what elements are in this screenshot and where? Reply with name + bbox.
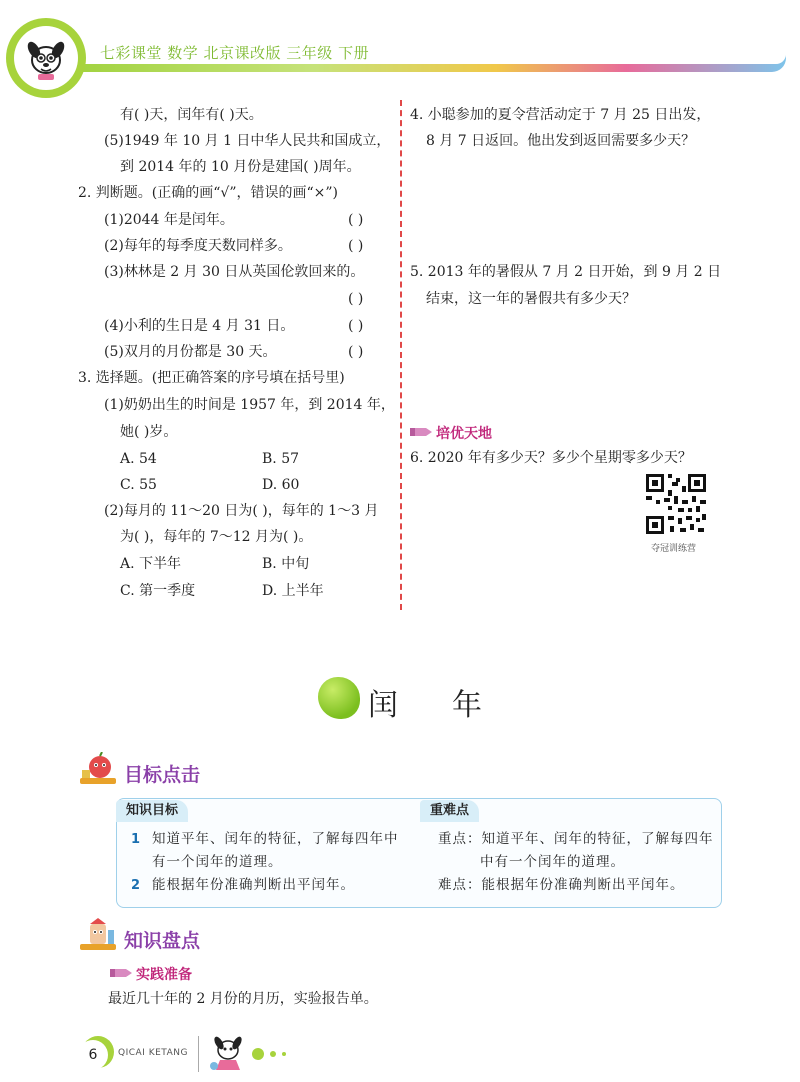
choice-2-option-a[interactable]: A. 下半年 bbox=[120, 556, 182, 572]
question-4-line-b: 8 月 7 日返回。他出发到返回需要多少天？ bbox=[426, 133, 696, 149]
choice-1-option-b[interactable]: B. 57 bbox=[262, 451, 300, 467]
judge-item-1: (1)2044 年是闰年。 bbox=[104, 212, 234, 228]
question-5-line-b: 结束，这一年的暑假共有多少天？ bbox=[426, 291, 636, 307]
advanced-section-heading: 培优天地 bbox=[436, 426, 492, 442]
choice-2-option-c[interactable]: C. 第一季度 bbox=[120, 583, 196, 599]
choice-1-option-d[interactable]: D. 60 bbox=[262, 477, 300, 493]
choice-1-line-a: (1)奶奶出生的时间是 1957 年，到 2014 年， bbox=[104, 397, 395, 413]
fill-line-1: 有( )天，闰年有( )天。 bbox=[120, 107, 263, 123]
prep-heading: 实践准备 bbox=[136, 967, 192, 983]
prep-text: 最近几十年的 2 月份的月历，实验报告单。 bbox=[108, 991, 378, 1007]
title-leaf-icon bbox=[318, 677, 360, 719]
judge-answer-4[interactable]: ( ) bbox=[348, 318, 364, 334]
question-2-heading: 2. 判断题。(正确的画“√”，错误的画“×”) bbox=[78, 185, 339, 201]
prep-flag-icon bbox=[110, 966, 132, 980]
footer-dot-small bbox=[282, 1052, 286, 1056]
question-4-line-a: 4. 小聪参加的夏令营活动定于 7 月 25 日出发， bbox=[410, 107, 711, 123]
fill-line-5b: 到 2014 年的 10 月份是建国( )周年。 bbox=[120, 159, 361, 175]
footer-dot-large bbox=[252, 1048, 264, 1060]
tab-key-points: 重难点 bbox=[420, 800, 479, 822]
choice-2-line-a: (2)每月的 11～20 日为( )，每年的 1～3 月 bbox=[104, 503, 379, 519]
lesson-title: 闰年 bbox=[368, 688, 536, 723]
choice-2-option-d[interactable]: D. 上半年 bbox=[262, 583, 324, 599]
inventory-section-heading: 知识盘点 bbox=[124, 930, 201, 952]
choice-1-line-b: 她( )岁。 bbox=[120, 424, 178, 440]
judge-answer-5[interactable]: ( ) bbox=[348, 344, 364, 360]
mascot-dog-icon bbox=[14, 26, 78, 90]
footer-brand: QICAI KETANG bbox=[118, 1048, 188, 1058]
goal-number-1: 1 bbox=[130, 832, 142, 847]
goal-1-line-a: 知道平年、闰年的特征，了解每四年中 bbox=[152, 831, 399, 847]
apple-mascot-icon bbox=[78, 752, 118, 786]
footer-dog-icon bbox=[206, 1030, 250, 1074]
footer-divider bbox=[198, 1036, 199, 1072]
key-point-line-b: 中有一个闰年的道理。 bbox=[480, 854, 625, 870]
qr-caption: 夺冠训练营 bbox=[651, 544, 697, 554]
goal-section-heading: 目标点击 bbox=[124, 764, 201, 786]
choice-2-line-b: 为( )，每年的 7～12 月为( )。 bbox=[120, 529, 313, 545]
question-5-line-a: 5. 2013 年的暑假从 7 月 2 日开始，到 9 月 2 日 bbox=[410, 264, 722, 280]
pencil-flag-icon bbox=[410, 425, 432, 439]
fill-line-5a: (5)1949 年 10 月 1 日中华人民共和国成立， bbox=[104, 133, 391, 149]
key-point-line-a: 重点：知道平年、闰年的特征，了解每四年 bbox=[438, 831, 714, 847]
goal-1-line-b: 有一个闰年的道理。 bbox=[152, 854, 283, 870]
goal-number-2: 2 bbox=[130, 878, 142, 893]
tab-knowledge-goal: 知识目标 bbox=[116, 800, 188, 822]
goal-2: 能根据年份准确判断出平闰年。 bbox=[152, 877, 355, 893]
choice-1-option-c[interactable]: C. 55 bbox=[120, 477, 157, 493]
page-number: 6 bbox=[78, 1040, 108, 1070]
choice-2-option-b[interactable]: B. 中旬 bbox=[262, 556, 310, 572]
footer-dot-medium bbox=[270, 1051, 276, 1057]
judge-answer-3[interactable]: ( ) bbox=[348, 291, 364, 307]
judge-item-4: (4)小利的生日是 4 月 31 日。 bbox=[104, 318, 295, 334]
question-6: 6. 2020 年有多少天？多少个星期零多少天？ bbox=[410, 450, 692, 466]
judge-answer-2[interactable]: ( ) bbox=[348, 238, 364, 254]
header-title: 七彩课堂 数学 北京课改版 三年级 下册 bbox=[100, 44, 370, 62]
judge-answer-1[interactable]: ( ) bbox=[348, 212, 364, 228]
column-divider bbox=[400, 100, 402, 610]
judge-item-5: (5)双月的月份都是 30 天。 bbox=[104, 344, 277, 360]
question-3-heading: 3. 选择题。(把正确答案的序号填在括号里) bbox=[78, 370, 345, 386]
qr-code-icon[interactable] bbox=[644, 472, 708, 536]
judge-item-2: (2)每年的每季度天数同样多。 bbox=[104, 238, 292, 254]
judge-item-3: (3)林林是 2 月 30 日从英国伦敦回来的。 bbox=[104, 264, 365, 280]
difficult-point: 难点：能根据年份准确判断出平闰年。 bbox=[438, 877, 685, 893]
pencil-mascot-icon bbox=[78, 918, 118, 952]
choice-1-option-a[interactable]: A. 54 bbox=[120, 451, 157, 467]
